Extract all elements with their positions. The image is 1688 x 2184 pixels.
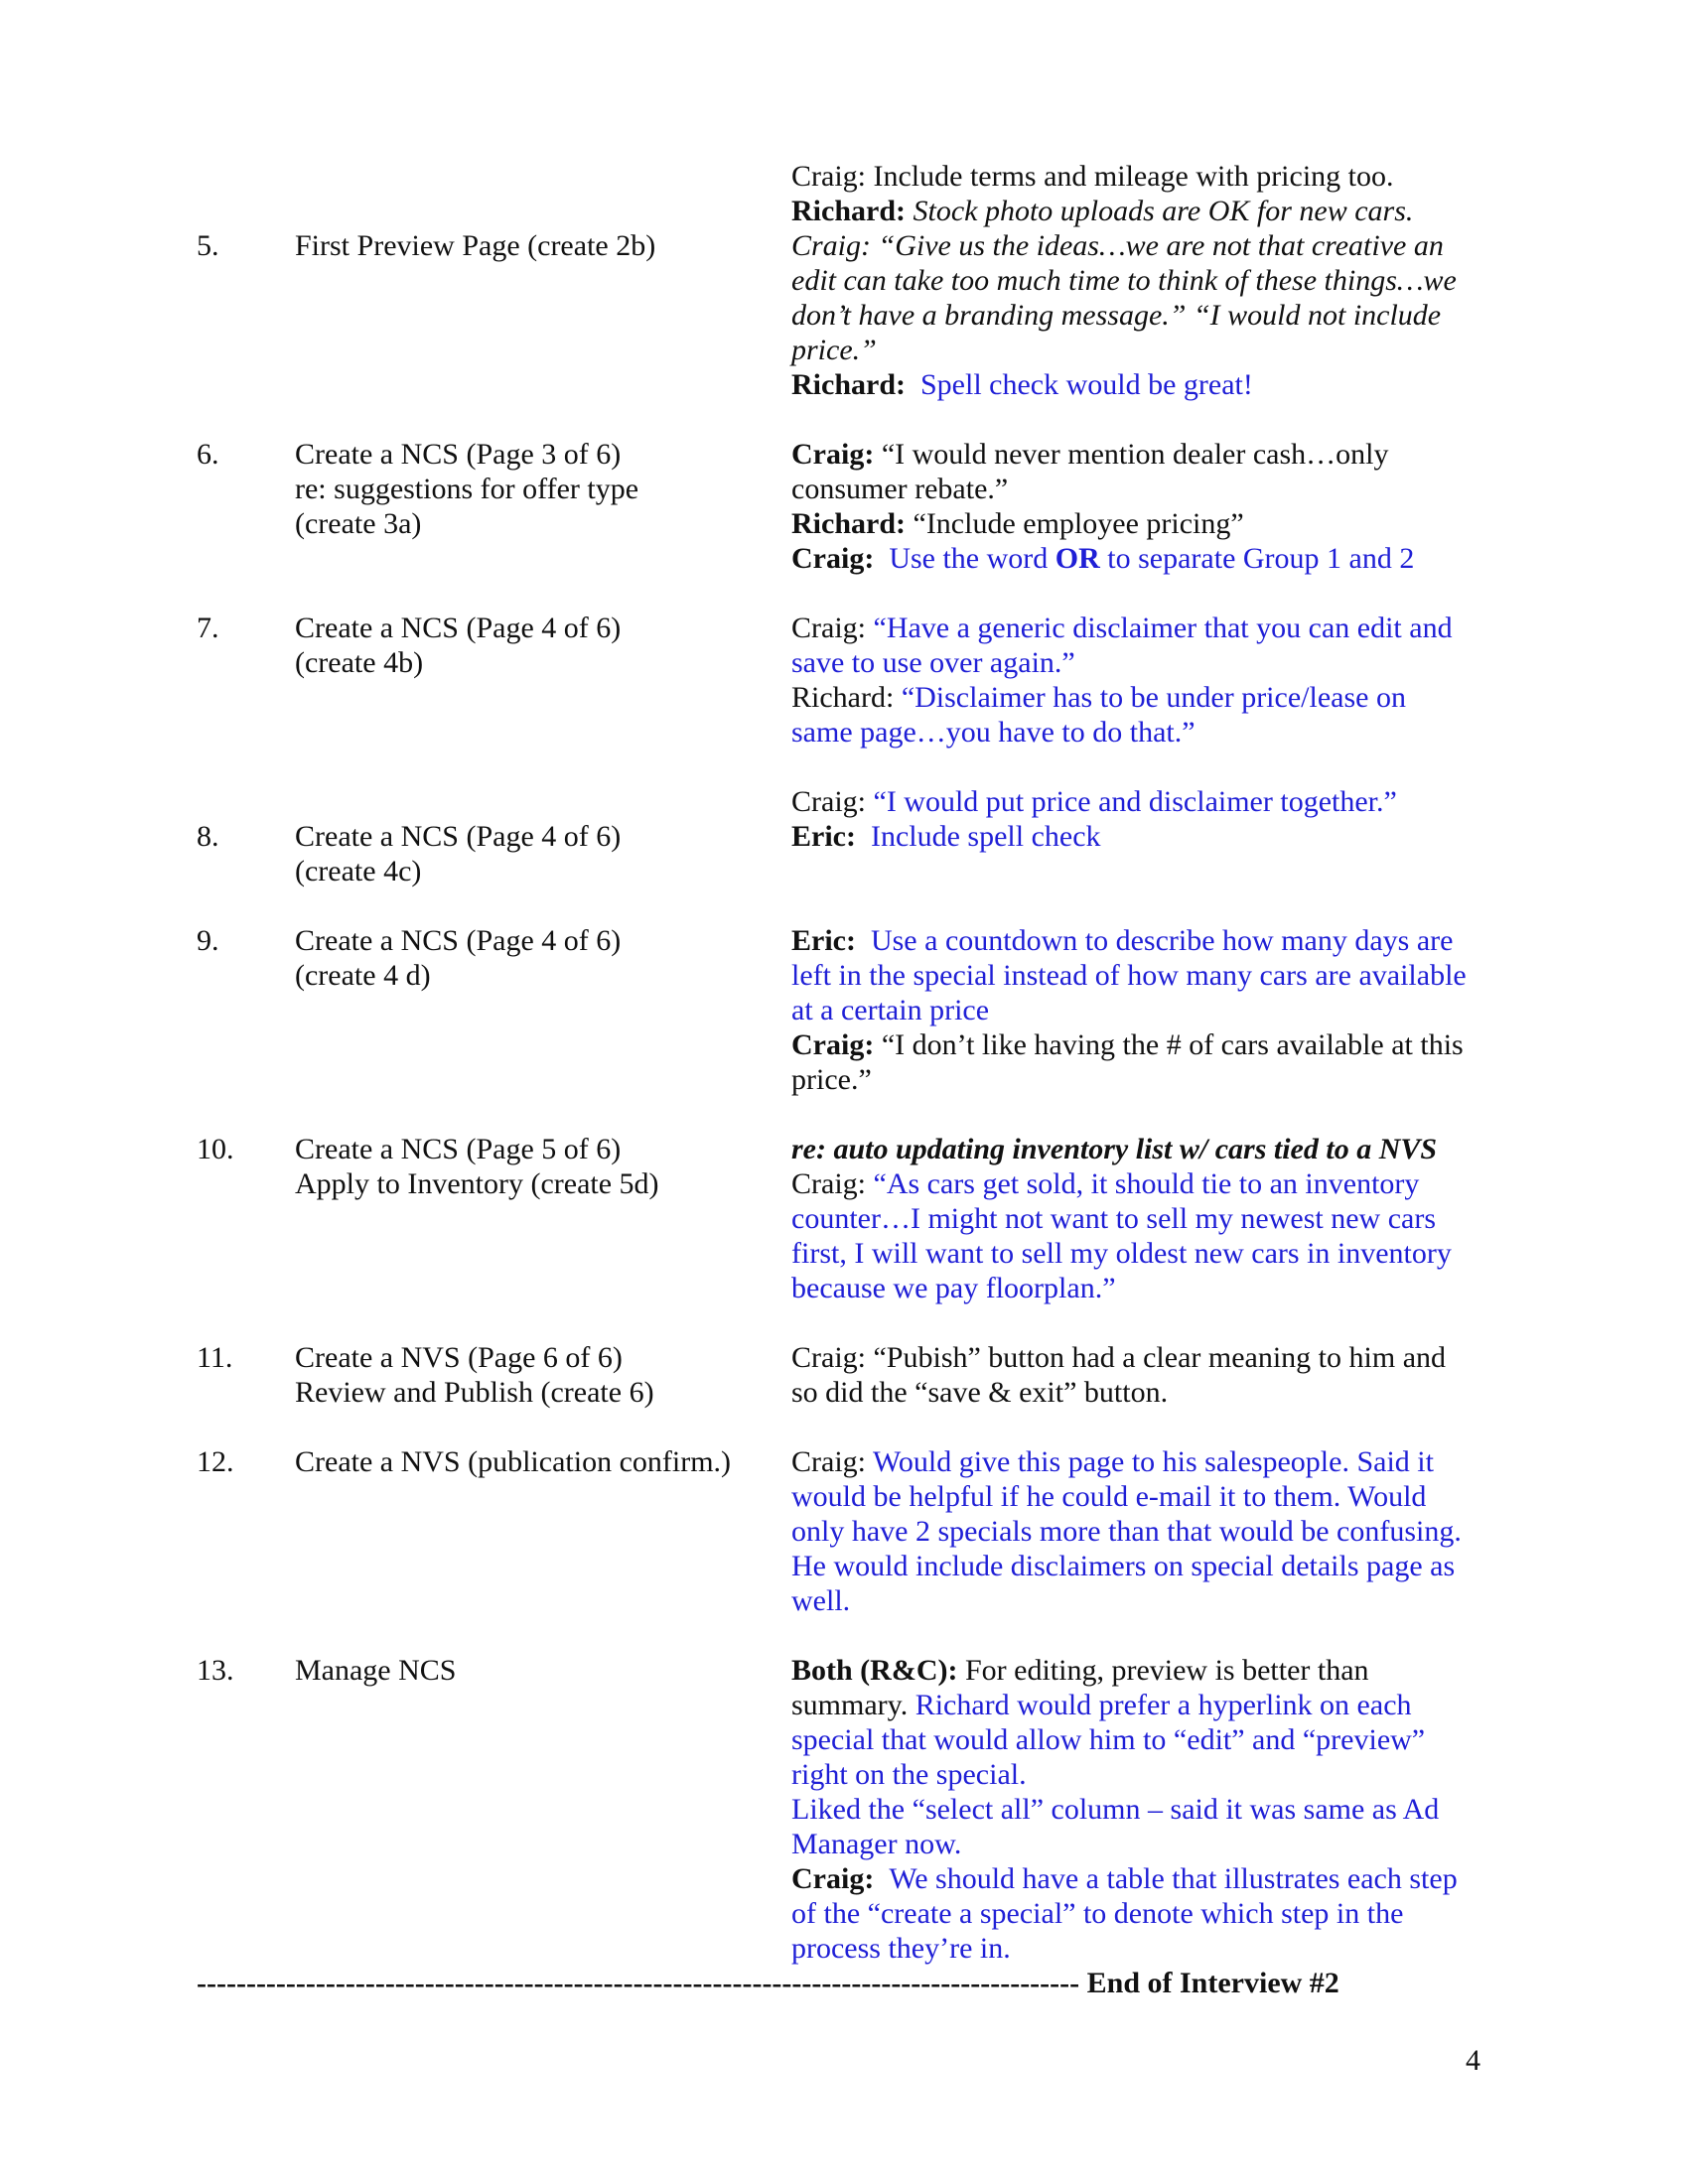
note-line: only have 2 specials more than that would be confusing.	[791, 1515, 1462, 1548]
note-line	[791, 784, 1397, 819]
note-line: counter…I might not want to sell my newest new cars	[791, 1202, 1437, 1235]
note-line: Craig: “Pubish” button had a clear meaning to him and	[791, 1341, 1447, 1374]
speaker-label: Craig:	[791, 785, 874, 818]
speaker-label: Craig:	[791, 1445, 873, 1478]
note-text: Spell check would be great!	[920, 368, 1253, 401]
topic-line: Apply to Inventory (create 5d)	[295, 1167, 659, 1200]
note-line: because we pay floorplan.”	[791, 1272, 1116, 1304]
note-line	[791, 1444, 1434, 1479]
topic-line: Create a NVS (Page 6 of 6)	[295, 1341, 623, 1374]
topic-line: Create a NCS (Page 3 of 6)	[295, 438, 622, 471]
topic-line: Create a NCS (Page 4 of 6)	[295, 924, 622, 957]
note-text: “I don’t like having the # of cars available at this	[874, 1028, 1464, 1061]
item-number: 10.	[197, 1133, 234, 1165]
topic-line: Review and Publish (create 6)	[295, 1376, 654, 1409]
note-text: Include spell check	[870, 820, 1101, 853]
note-line	[791, 194, 1413, 228]
speaker-label: Richard:	[791, 681, 902, 714]
topic-line: Create a NCS (Page 4 of 6)	[295, 820, 622, 853]
note-line	[791, 611, 1453, 645]
note-line: Manager now.	[791, 1828, 962, 1860]
speaker-label: Richard:	[791, 195, 906, 227]
speaker-label: Richard:	[791, 507, 906, 540]
note-text: For editing, preview is better than	[957, 1654, 1369, 1687]
note-line: left in the special instead of how many cars are available	[791, 959, 1467, 992]
note-line: would be helpful if he could e-mail it to them. Would	[791, 1480, 1427, 1513]
speaker-label: Richard:	[791, 368, 906, 401]
item-number: 13.	[197, 1654, 234, 1687]
topic-line: (create 4c)	[295, 855, 422, 887]
speaker-label: Craig:	[791, 612, 874, 644]
topic-line: (create 4b)	[295, 646, 424, 679]
topic-line: re: suggestions for offer type	[295, 473, 639, 505]
topic-line: Create a NCS (Page 4 of 6)	[295, 612, 622, 644]
note-text-bold: OR	[1055, 542, 1100, 575]
note-text: Richard would prefer a hyperlink on each	[914, 1689, 1412, 1721]
note-text: We should have a table that illustrates each step	[889, 1862, 1458, 1895]
note-line: edit can take too much time to think of these things…we	[791, 264, 1457, 297]
speaker-label: Eric:	[791, 924, 856, 957]
note-line: consumer rebate.”	[791, 473, 1009, 505]
note-line: Liked the “select all” column – said it was same as Ad	[791, 1793, 1440, 1826]
note-line	[791, 819, 1101, 854]
note-text: “Disclaimer has to be under price/lease on	[901, 681, 1406, 714]
note-line	[791, 1688, 1412, 1722]
note-line	[791, 1166, 1419, 1201]
speaker-label: Eric:	[791, 820, 856, 853]
topic-line: (create 4 d)	[295, 959, 431, 992]
dashed-rule: -----------------------------------------------------------------------------------------	[197, 1967, 1080, 1999]
note-text: “I would never mention dealer cash…only	[874, 438, 1389, 471]
note-line: Craig: “Give us the ideas…we are not that creative an	[791, 229, 1444, 262]
item-number: 11.	[197, 1341, 233, 1374]
note-line: at a certain price	[791, 994, 990, 1026]
note-line: price.”	[791, 334, 877, 366]
note-line	[791, 506, 1244, 541]
note-line: first, I will want to sell my oldest new cars in inventory	[791, 1237, 1452, 1270]
note-line	[791, 1653, 1369, 1688]
topic-line: (create 3a)	[295, 507, 422, 540]
note-line	[791, 541, 1414, 576]
note-line	[791, 437, 1388, 472]
item-number: 9.	[197, 924, 219, 957]
speaker-label: Craig:	[791, 542, 875, 575]
item-number: 7.	[197, 612, 219, 644]
speaker-label: Craig:	[791, 1167, 874, 1200]
note-text: “Have a generic disclaimer that you can edit and	[873, 612, 1453, 644]
item-number: 8.	[197, 820, 219, 853]
note-line: special that would allow him to “edit” and “preview”	[791, 1723, 1426, 1756]
end-of-interview-line	[197, 1966, 1339, 2000]
speaker-label: Craig:	[791, 438, 875, 471]
speaker-label: Craig:	[791, 1862, 875, 1895]
speaker-label: Both (R&C):	[791, 1654, 958, 1687]
note-line: same page…you have to do that.”	[791, 716, 1196, 749]
note-text: Use a countdown to describe how many days are	[870, 924, 1454, 957]
item-number: 12.	[197, 1445, 234, 1478]
note-line	[791, 680, 1406, 715]
note-line	[791, 923, 1453, 958]
note-line: re: auto updating inventory list w/ cars tied to a NVS	[791, 1133, 1438, 1165]
note-line	[791, 1027, 1464, 1062]
note-text: “Include employee pricing”	[906, 507, 1244, 540]
topic-line: Create a NVS (publication confirm.)	[295, 1445, 732, 1478]
topic-line: First Preview Page (create 2b)	[295, 229, 656, 262]
item-number: 5.	[197, 229, 219, 262]
topic-line: Create a NCS (Page 5 of 6)	[295, 1133, 622, 1165]
note-line: so did the “save & exit” button.	[791, 1376, 1169, 1409]
note-line: save to use over again.”	[791, 646, 1075, 679]
note-line: He would include disclaimers on special details page as	[791, 1550, 1456, 1582]
note-text: “As cars get sold, it should tie to an inventory	[873, 1167, 1420, 1200]
note-text: Use the word	[889, 542, 1055, 575]
speaker-label: Craig:	[791, 1028, 875, 1061]
note-text: Stock photo uploads are OK for new cars.	[906, 195, 1414, 227]
note-line: Craig: Include terms and mileage with pricing too.	[791, 160, 1394, 193]
note-line: well.	[791, 1584, 851, 1617]
note-line: process they’re in.	[791, 1932, 1011, 1965]
note-line: of the “create a special” to denote which step in the	[791, 1897, 1404, 1930]
note-line: right on the special.	[791, 1758, 1027, 1791]
note-line	[791, 367, 1253, 402]
note-text: to separate Group 1 and 2	[1099, 542, 1415, 575]
page-number: 4	[1466, 2044, 1480, 2077]
note-line: don’t have a branding message.” “I would not include	[791, 299, 1442, 332]
end-label: End of Interview #2	[1079, 1967, 1339, 1999]
note-text: Would give this page to his salespeople. Said it	[872, 1445, 1434, 1478]
item-number: 6.	[197, 438, 219, 471]
note-line: price.”	[791, 1063, 872, 1096]
topic-line: Manage NCS	[295, 1654, 457, 1687]
note-text: “I would put price and disclaimer together.”	[873, 785, 1397, 818]
note-line	[791, 1861, 1458, 1896]
note-text: summary.	[791, 1689, 915, 1721]
